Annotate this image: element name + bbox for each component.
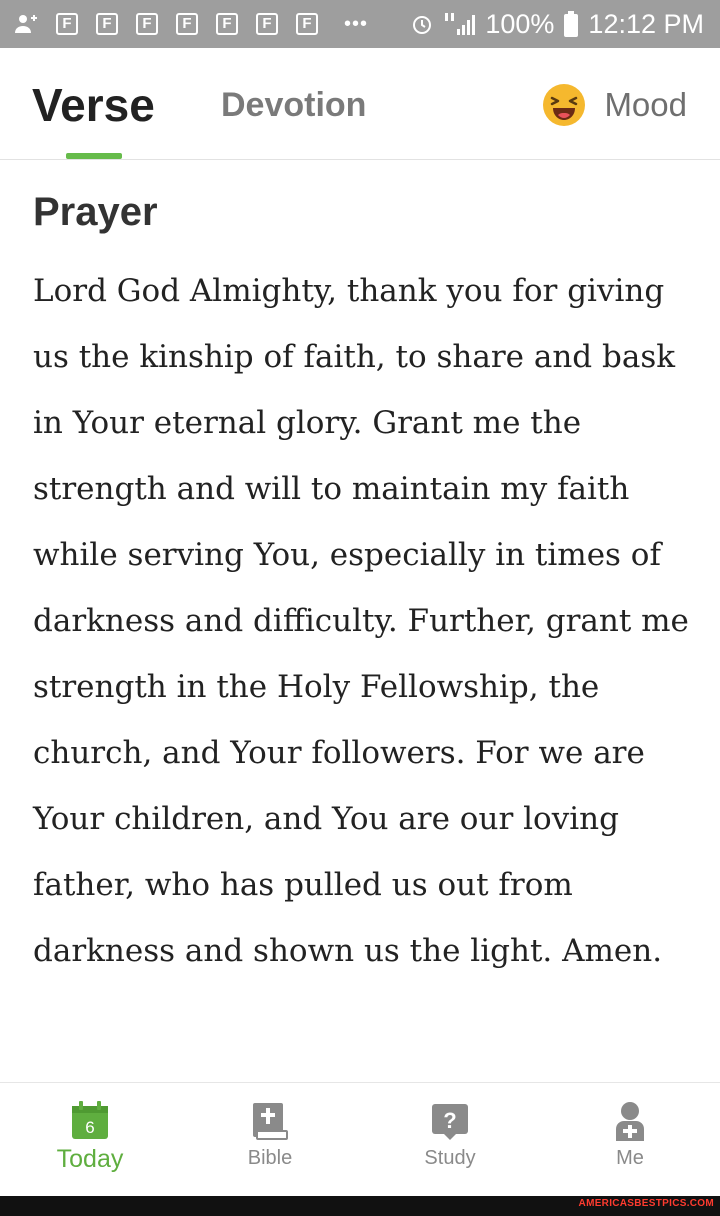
calendar-day-number: 6: [85, 1118, 95, 1137]
nav-study-label: Study: [424, 1147, 476, 1169]
top-tab-bar: [0, 48, 720, 160]
prayer-heading: Prayer: [33, 190, 158, 234]
status-bar: [0, 0, 720, 48]
bottom-navigation: [0, 1082, 720, 1196]
clock-time: 12:12 PM: [588, 8, 704, 39]
tab-verse[interactable]: Verse: [32, 79, 155, 131]
prayer-text: Lord God Almighty, thank you for giving us the kinship of faith, to share and bask in Your eternal glory. Grant me the strength and will to maintain my faith while serving You, especially in times of darkness and difficulty. Further, grant me strength in the Holy Fellowship, the church, and Your followers. For we are Your children, and You are our loving father, who has pulled us out from darkness and shown us the light. Amen.: [33, 273, 689, 969]
battery-icon: [564, 11, 578, 37]
facebook-icon: F: [216, 13, 238, 35]
nav-today[interactable]: [0, 1101, 180, 1174]
facebook-icon: F: [96, 13, 118, 35]
nav-me-label: Me: [616, 1147, 644, 1169]
bible-icon: [250, 1101, 290, 1141]
nav-today-label: Today: [56, 1145, 124, 1173]
watermark-text: AMERICASBESTPICS.COM: [578, 1198, 714, 1209]
tab-devotion[interactable]: Devotion: [221, 86, 367, 124]
facebook-icon: F: [256, 13, 278, 35]
watermark-bar: [0, 1196, 720, 1216]
facebook-icon: F: [176, 13, 198, 35]
facebook-icon: F: [136, 13, 158, 35]
nav-bible-label: Bible: [247, 1147, 293, 1169]
active-tab-indicator: [66, 153, 122, 159]
mood-button[interactable]: [542, 82, 687, 128]
nav-study[interactable]: [360, 1101, 540, 1170]
study-question-mark: ?: [443, 1108, 457, 1133]
more-notifications-icon: •••: [344, 13, 369, 35]
alarm-icon: [411, 13, 433, 35]
question-icon: [430, 1101, 470, 1141]
person-icon: [610, 1101, 650, 1141]
facebook-icon: F: [56, 13, 78, 35]
notification-icons: [14, 9, 368, 39]
nav-bible[interactable]: [180, 1101, 360, 1170]
mood-label: Mood: [604, 86, 687, 123]
nav-me[interactable]: [540, 1101, 720, 1170]
system-indicators: [401, 8, 704, 40]
battery-percentage: 100%: [485, 8, 555, 39]
facebook-icon: F: [296, 13, 318, 35]
laughing-emoji-icon: [542, 83, 586, 127]
signal-icon: [443, 11, 475, 37]
calendar-icon: [70, 1101, 110, 1141]
add-person-icon: [14, 12, 38, 36]
